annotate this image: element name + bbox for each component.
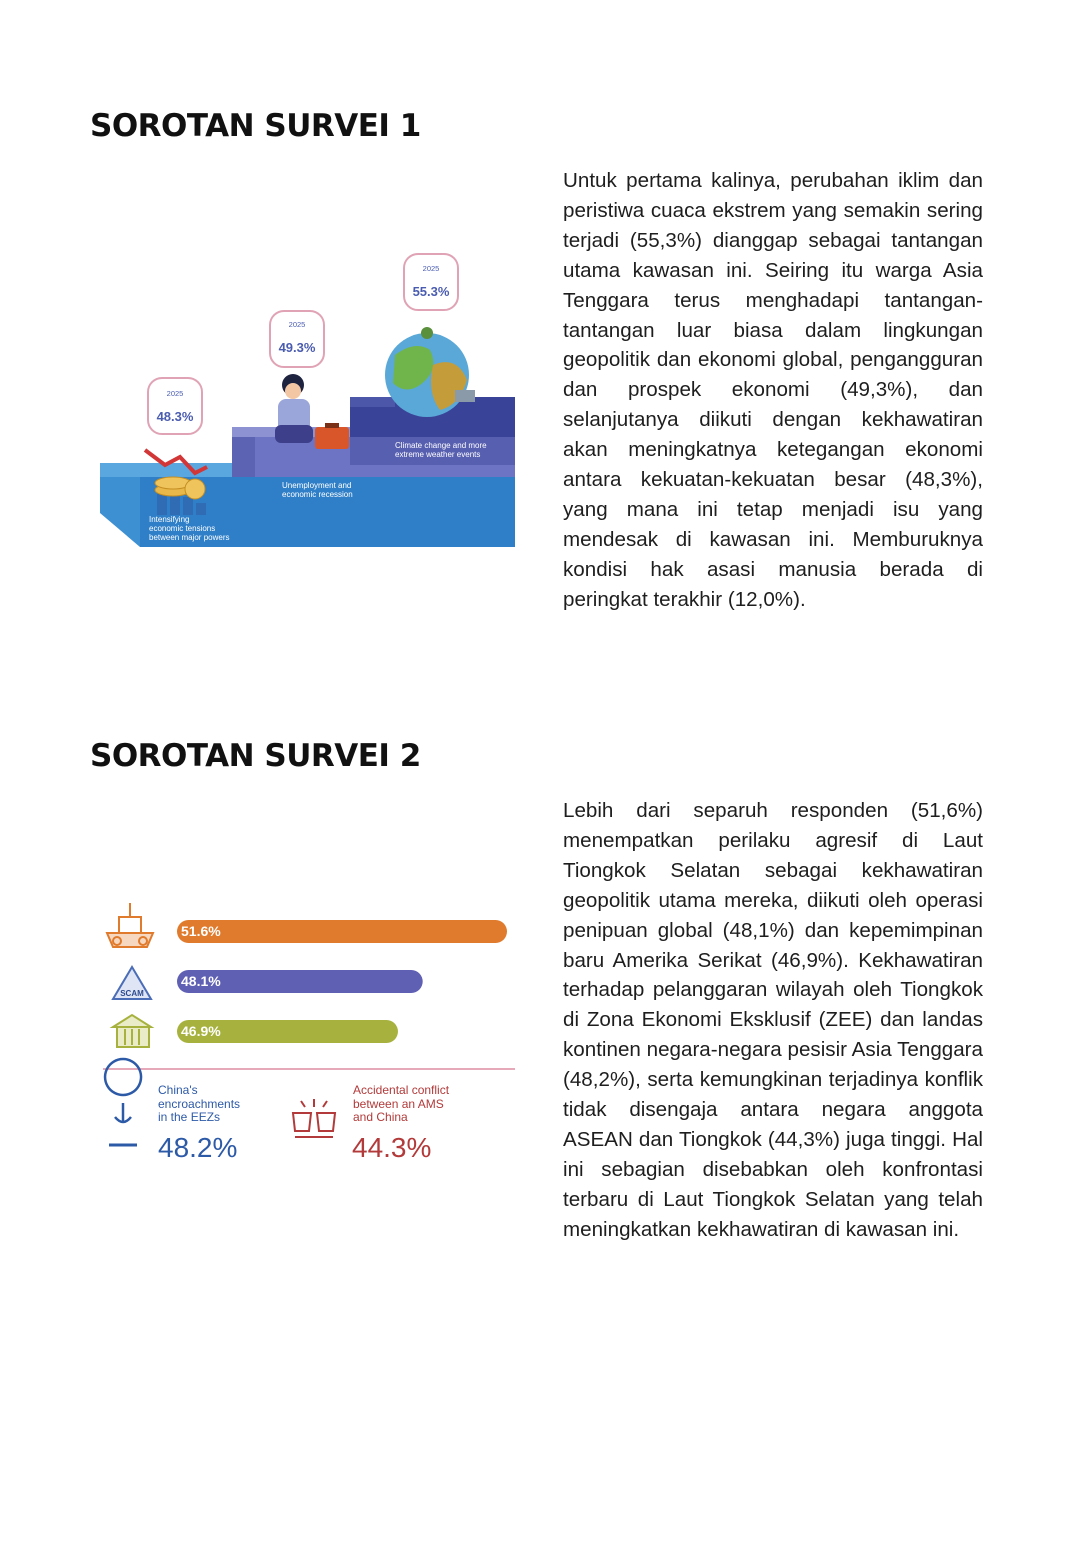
bar-label: 48.1% — [181, 973, 221, 989]
bubble-3-year: 2025 — [422, 264, 440, 273]
section-1-title: SOROTAN SURVEI 1 — [90, 108, 421, 144]
stat-2-label-line: between an AMS — [353, 1097, 444, 1111]
svg-text:SCAM: SCAM — [120, 989, 144, 998]
svg-text:Unemployment and: Unemployment and — [282, 481, 352, 490]
government-building-icon — [113, 1015, 151, 1047]
stat-1-label-line: encroachments — [158, 1097, 241, 1111]
stat-1-label-line: China's — [158, 1083, 198, 1097]
step-2-label — [282, 481, 353, 499]
stat-2-label-line: and China — [353, 1110, 408, 1124]
section-2-title: SOROTAN SURVEI 2 — [90, 738, 421, 774]
bubble-1-year: 2025 — [166, 389, 184, 398]
svg-text:economic recession: economic recession — [282, 490, 353, 499]
bar-label: 46.9% — [181, 1023, 221, 1039]
worried-person-icon — [275, 374, 349, 449]
section-1-paragraph: Untuk pertama kalinya, perubahan iklim dan peristiwa cuaca ekstrem yang semakin sering terjadi (55,3%) dianggap sebagai tantangan utama kawasan ini. Seiring itu warga Asia Tenggara terus menghadapi tantangan-tantangan luar biasa dalam lingkungan geopolitik dan ekonomi global, pengangguran dan prospek ekonomi (49,3%), dan selanjutanya diikuti dengan kekhawatiran akan meningkatnya ketegangan ekonomi antara kekuatan-kekuatan besar (48,3%), yang mana ini tetap menjadi isu yang mendesak di kawasan ini. Memburuknya kondisi hak asasi manusia berada di peringkat terakhir (12,0%). — [563, 169, 983, 611]
ship-icon — [107, 903, 153, 947]
value-bubble-3 — [404, 254, 458, 310]
section-2-paragraph: Lebih dari separuh responden (51,6%) menempatkan perilaku agresif di Laut Tiongkok Selatan sebagai kekhawatiran geopolitik utama mereka, diikuti oleh operasi penipuan global (48,1%) dan kepemimpinan baru Amerika Serikat (46,9%). Kekhawatiran terhadap pelanggaran wilayah oleh Tiongkok di Zona Ekonomi Eksklusif (ZEE) dan landas kontinen negara-negara pesisir Asia Tenggara (48,2%), serta kemungkinan terjadinya konflik tidak disengaja antara negara anggota ASEAN dan Tiongkok (44,3%) juga tinggi. Hal ini sebagian disebabkan oleh konfrontasi terbaru di Laut Tiongkok Selatan yang telah meningkatkan kekhawatiran di kawasan ini. — [563, 799, 983, 1241]
stat-2-value: 44.3% — [352, 1132, 432, 1163]
collision-icon — [293, 1099, 335, 1137]
stat-2-label-line: Accidental conflict — [353, 1083, 450, 1097]
step-3-label — [395, 441, 487, 459]
bubble-2-year: 2025 — [288, 320, 306, 329]
scam-warning-icon — [113, 967, 151, 999]
svg-text:Intensifying: Intensifying — [149, 515, 190, 524]
anchor-location-icon — [105, 1059, 141, 1145]
svg-text:between major powers: between major powers — [149, 533, 230, 542]
svg-text:Climate change and more: Climate change and more — [395, 441, 487, 450]
concerns-infographic — [95, 895, 525, 1170]
bubble-1-value: 48.3% — [156, 409, 194, 424]
bar-fill — [177, 920, 507, 943]
stat-1-label-line: in the EEZs — [158, 1110, 221, 1124]
bar-label: 51.6% — [181, 923, 221, 939]
bubble-3-value: 55.3% — [412, 284, 450, 299]
svg-text:extreme weather events: extreme weather events — [395, 450, 481, 459]
challenges-infographic — [95, 245, 525, 560]
value-bubble-2 — [270, 311, 324, 367]
svg-text:economic tensions: economic tensions — [149, 524, 216, 533]
bubble-2-value: 49.3% — [278, 340, 316, 355]
value-bubble-1 — [148, 378, 202, 434]
stat-1-value: 48.2% — [158, 1132, 238, 1163]
